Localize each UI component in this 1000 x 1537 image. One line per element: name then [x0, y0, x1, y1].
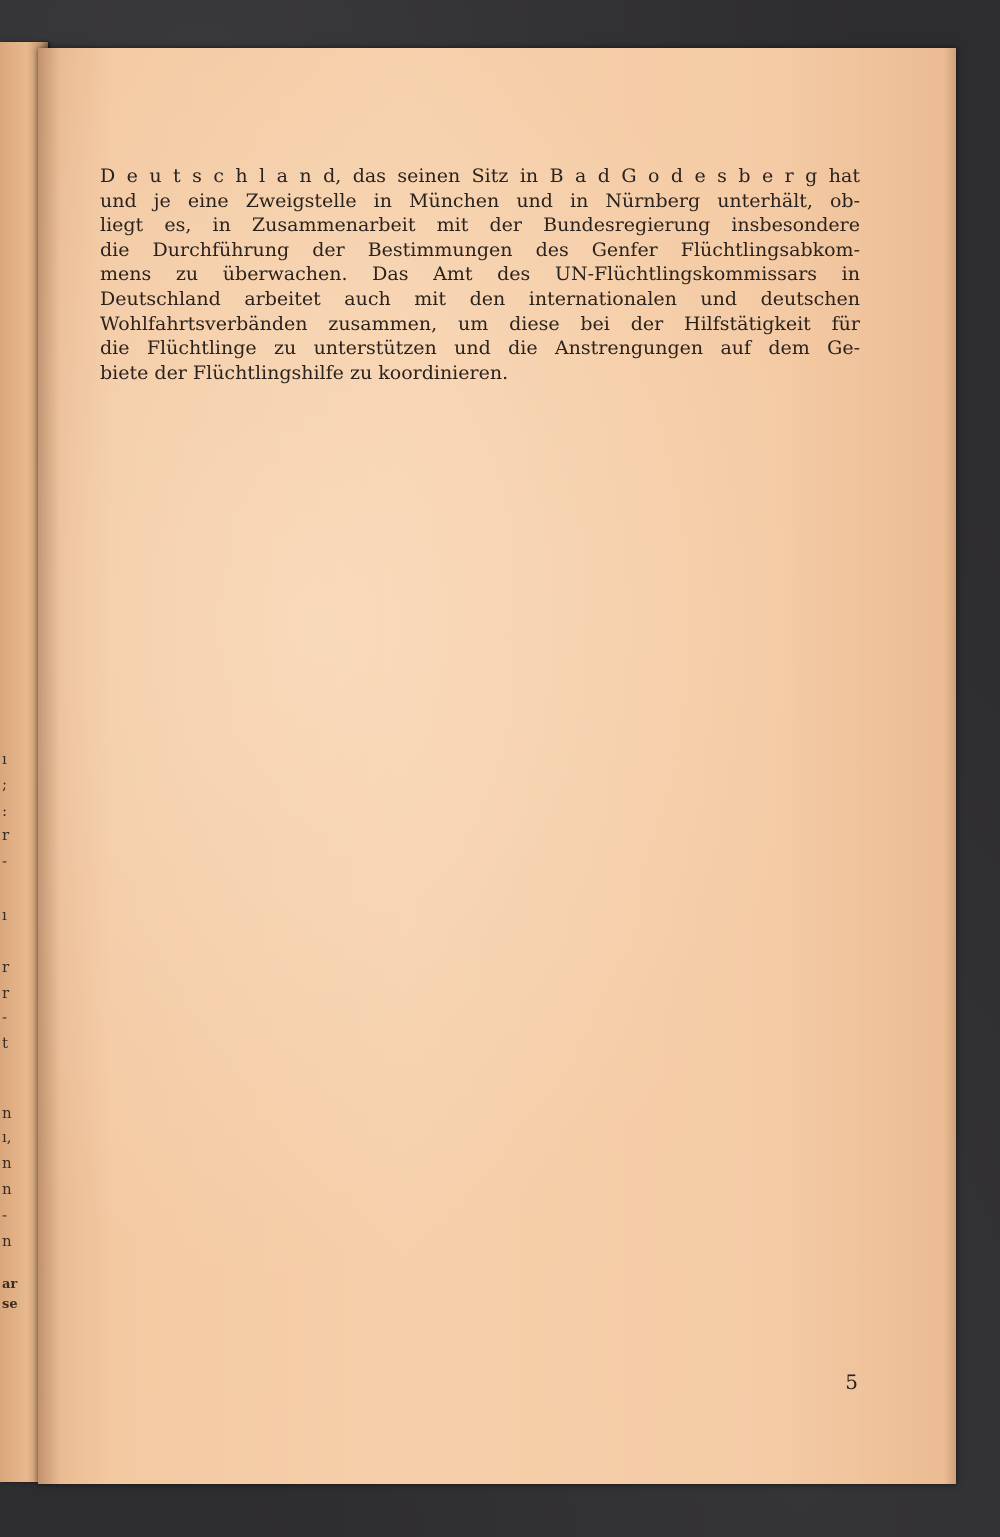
previous-page-fragment: : — [2, 802, 8, 820]
previous-page-fragment: - — [2, 1206, 8, 1224]
previous-page-fragment: - — [2, 1008, 8, 1026]
previous-page-fragment: t — [2, 1034, 9, 1052]
body-paragraph — [100, 164, 860, 385]
previous-page-fragment: ar — [2, 1277, 18, 1292]
previous-page-fragment: n — [2, 1180, 12, 1198]
previous-page-fragment: r — [2, 826, 10, 844]
text-line: die Flüchtlinge zu unterstützen und die Anstrengungen auf dem Ge- — [100, 337, 860, 360]
text-line: mens zu überwachen. Das Amt des UN-Flüchtlingskommissars in — [100, 263, 860, 286]
previous-page-fragment: ı — [2, 906, 7, 924]
previous-page-fragment: n — [2, 1104, 12, 1122]
previous-page-fragment: ; — [2, 775, 8, 793]
text-line: Wohlfahrtsverbänden zusammen, um diese bei der Hilfstätigkeit für — [100, 312, 860, 335]
text-line: und je eine Zweigstelle in München und in Nürnberg unterhält, ob- — [100, 189, 860, 212]
previous-page-fragment: ı, — [2, 1128, 12, 1146]
previous-page-fragment: n — [2, 1232, 12, 1250]
text-line: die Durchführung der Bestimmungen des Genfer Flüchtlingsabkom- — [100, 238, 860, 261]
previous-page-fragment: n — [2, 1154, 12, 1172]
previous-page-fragment: ı — [2, 750, 7, 768]
previous-page-fragment: r — [2, 958, 10, 976]
text-line: biete der Flüchtlingshilfe zu koordinieren. — [100, 361, 509, 384]
page-number: 5 — [845, 1370, 858, 1394]
text-line: D e u t s c h l a n d, das seinen Sitz in B a d G o d e s b e r g hat — [100, 165, 860, 187]
previous-page-fragment: - — [2, 852, 8, 870]
previous-page-fragment: se — [2, 1297, 18, 1312]
previous-page-fragment: r — [2, 984, 10, 1002]
text-line: liegt es, in Zusammenarbeit mit der Bundesregierung insbesondere — [100, 214, 860, 237]
text-line: Deutschland arbeitet auch mit den internationalen und deutschen — [100, 287, 860, 310]
book-page — [38, 48, 956, 1484]
